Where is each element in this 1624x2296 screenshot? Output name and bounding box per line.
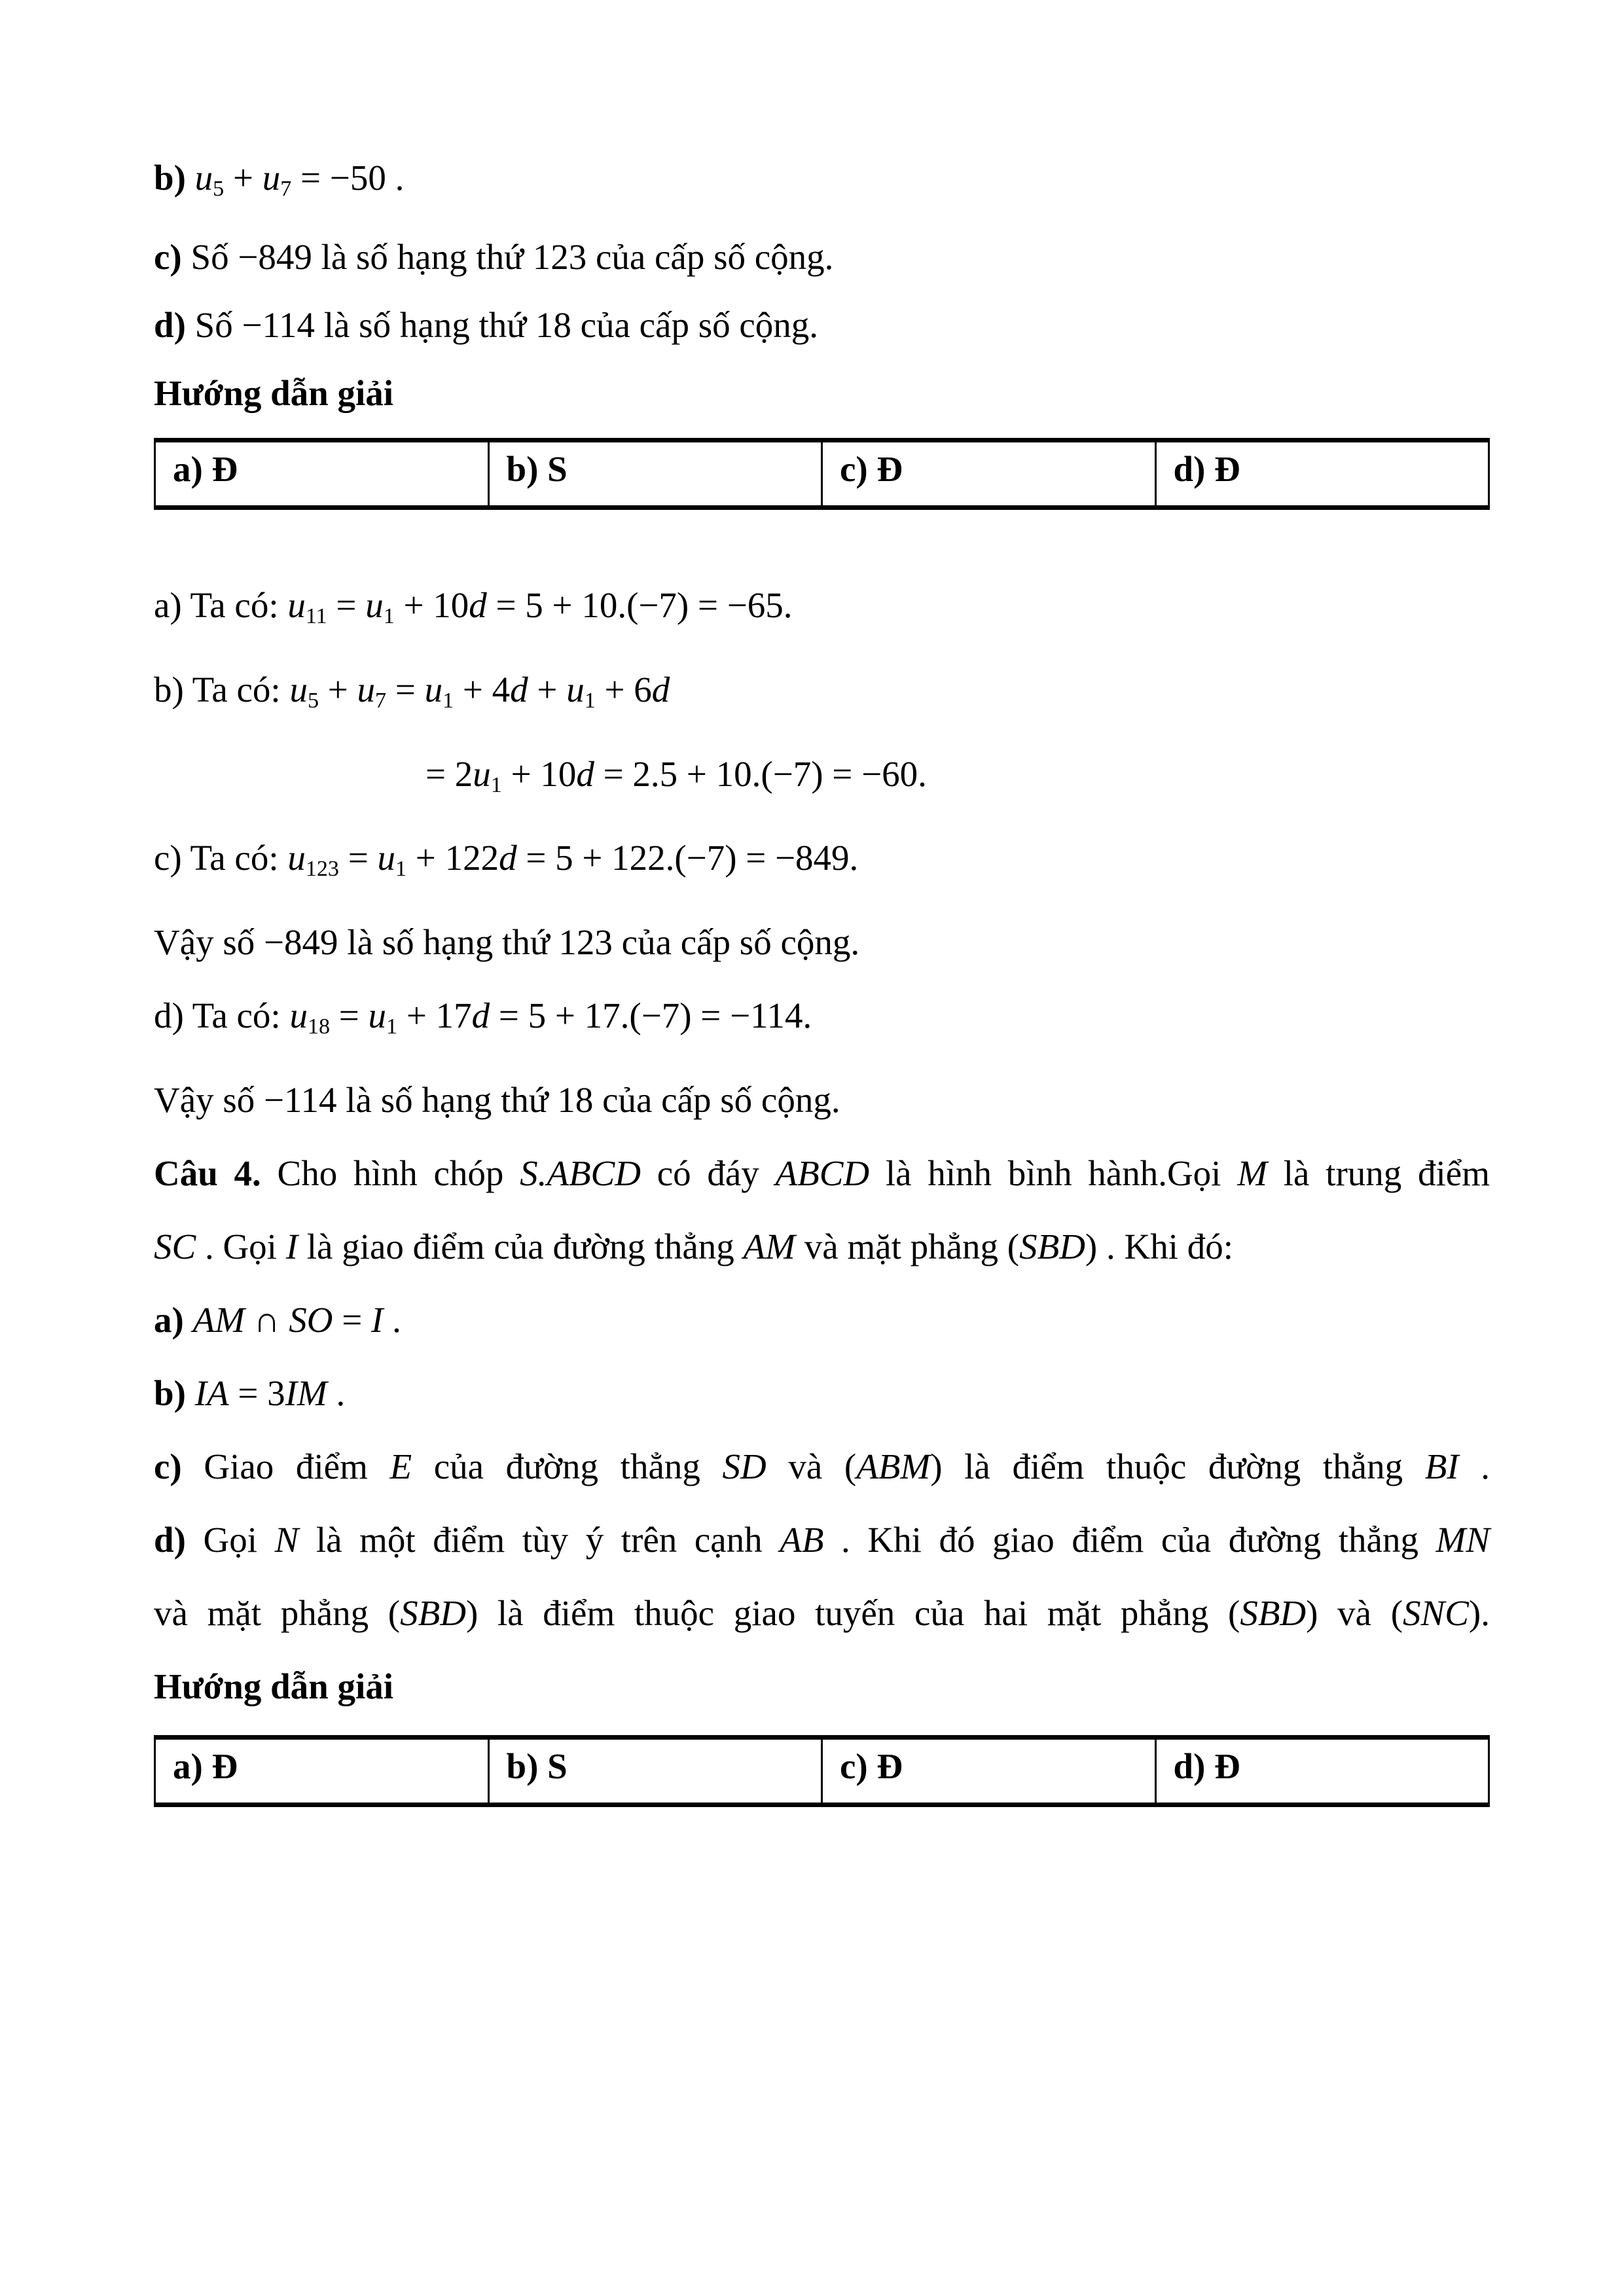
text-segment: + [318,669,357,709]
text-segment: Số −849 là số hạng thứ 123 của cấp số cộng. [190,236,834,277]
text-segment: có đáy [640,1153,776,1194]
answer-row-2 [155,1738,1489,1805]
text-segment: . [383,1300,401,1340]
text-segment: ( [388,1593,401,1634]
text-segment: là hình bình hành.Gọi [869,1153,1238,1194]
text-segment: u [287,838,306,878]
text-segment: u [262,158,281,198]
statement-c [154,223,1490,291]
text-segment: u [566,669,585,709]
text-segment: ( [1228,1593,1240,1634]
text-segment: u [289,669,308,709]
solution-b-line-2 [154,738,1490,822]
text-segment: = 5 + 17.(−7) = −114. [490,996,812,1036]
text-segment: + 17 [397,996,472,1036]
text-segment: 7 [280,176,292,201]
answer-cell-a: a) Đ [155,440,489,507]
text-segment: ) [1306,1593,1318,1634]
answer-cell-a: a) Đ [155,1738,489,1805]
text-segment: E [389,1446,412,1487]
text-segment: 1 [442,688,454,713]
text-segment: = [333,1300,371,1340]
text-segment: u [289,996,308,1036]
text-segment: d) Ta có: [154,996,290,1036]
answer-table-2 [154,1735,1490,1807]
text-segment: = [338,838,378,878]
solution-a [154,569,1490,653]
text-segment: là giao điểm của đường thẳng [298,1227,744,1267]
answer-cell-b: b) S [488,440,822,507]
text-segment: BI [1424,1446,1459,1487]
text-segment: . Khi đó: [1097,1227,1234,1267]
content-group-1 [154,144,1490,427]
text-segment: d) [154,1520,204,1560]
text-segment: ( [844,1446,857,1487]
text-segment: SO [289,1300,333,1340]
text-segment: ∩ [245,1300,289,1340]
text-segment: u [365,584,384,625]
text-segment: 123 [305,857,339,882]
text-segment: + [224,158,262,198]
text-segment: 1 [383,603,395,628]
question-4-item-d-line-1 [154,1503,1490,1577]
text-segment: u [424,669,443,709]
question-4-item-a [154,1283,1490,1357]
text-segment: của đường thẳng [412,1446,723,1487]
text-segment: SC [154,1227,196,1267]
text-segment: và [766,1446,844,1487]
statement-d [154,291,1490,359]
text-segment: S.ABCD [520,1153,641,1194]
text-segment: N [274,1520,299,1560]
text-segment: + 122 [406,838,499,878]
answer-cell-c: c) Đ [822,440,1156,507]
solution-b-line-1 [154,653,1490,738]
text-segment: . [1481,1593,1490,1634]
text-segment: ( [1007,1227,1020,1267]
question-4-item-c [154,1430,1490,1503]
text-segment: là trung điểm [1267,1153,1490,1194]
text-segment: I [285,1227,298,1267]
text-segment: u [357,669,376,709]
text-segment: là điểm thuộc đường thẳng [964,1446,1425,1487]
text-segment: và mặt phẳng [154,1593,388,1634]
text-segment: Vậy số −849 là số hạng thứ 123 của cấp số cộng. [154,922,860,963]
text-segment: ABM [856,1446,931,1487]
text-segment: 1 [386,1014,398,1039]
text-segment: và mặt phẳng [795,1227,1007,1267]
text-segment: b) Ta có: [154,669,290,709]
question-4-item-d-line-2 [154,1577,1490,1650]
text-segment: u [368,996,387,1036]
text-segment: . [327,1373,346,1414]
text-segment: = 3 [228,1373,285,1414]
text-segment: a) [154,1300,193,1340]
text-segment: Hướng dẫn giải [154,372,394,413]
solution-c-line-2 [154,906,1490,979]
text-segment: + 4 [454,669,511,709]
text-segment: 1 [490,772,502,797]
text-segment: b) [154,158,195,198]
answer-cell-d: d) Đ [1155,440,1489,507]
text-segment: = 5 + 122.(−7) = −849. [516,838,859,878]
text-segment: AM [192,1300,245,1340]
text-segment: ) [1468,1593,1481,1634]
text-segment: + 10 [394,584,469,625]
text-segment: u [287,584,306,625]
text-segment: ) [930,1446,965,1487]
text-segment: d [576,753,594,794]
text-segment: d [651,669,670,709]
text-segment: c) Ta có: [154,838,288,878]
text-segment: u [473,753,491,794]
text-segment: b) [154,1373,195,1414]
text-segment: . Gọi [196,1227,286,1267]
text-segment: Gọi [203,1520,275,1560]
answer-cell-b: b) S [488,1738,822,1805]
text-segment: 11 [305,603,327,628]
text-segment: là điểm thuộc giao tuyến của hai mặt phẳng [478,1593,1228,1634]
text-segment: 1 [584,688,596,713]
text-segment: Cho hình chóp [277,1153,520,1194]
text-segment: ( [1390,1593,1403,1634]
answer-table-1 [154,438,1490,510]
text-segment: Số −114 là số hạng thứ 18 của cấp số cộng. [194,304,819,345]
question-4-item-b [154,1357,1490,1430]
text-segment: . [1458,1446,1490,1487]
text-segment: = [330,996,369,1036]
text-segment: d [471,996,490,1036]
text-segment: = 2 [425,753,473,794]
text-segment: = −50 . [291,158,405,198]
text-segment: Vậy số −114 là số hạng thứ 18 của cấp số cộng. [154,1080,840,1121]
text-segment: AB [780,1520,824,1560]
text-segment: 7 [375,688,387,713]
solution-heading-2 [154,1650,1490,1723]
text-segment: = [327,584,366,625]
question-4-line-2 [154,1210,1490,1283]
text-segment: d [510,669,528,709]
text-segment: d [499,838,517,878]
text-segment: MN [1435,1520,1490,1560]
solution-heading-1 [154,359,1490,427]
text-segment: AM [743,1227,795,1267]
text-segment: 5 [213,176,225,201]
text-segment: u [377,838,395,878]
statement-b [154,144,1490,223]
text-segment: M [1237,1153,1268,1194]
answer-cell-c: c) Đ [822,1738,1156,1805]
text-segment: Giao điểm [204,1446,390,1487]
answer-row-1 [155,440,1489,507]
content-group-2 [154,569,1490,1723]
answer-cell-d: d) Đ [1155,1738,1489,1805]
text-segment: SD [722,1446,767,1487]
text-segment: Câu 4. [154,1153,278,1194]
text-segment: SBD [1240,1593,1307,1634]
text-segment: SBD [1019,1227,1085,1267]
text-segment: d [469,584,487,625]
solution-d-line-2 [154,1064,1490,1137]
text-segment: 5 [307,688,319,713]
text-segment: SNC [1403,1593,1469,1634]
text-segment: + 6 [595,669,652,709]
text-segment: u [194,158,213,198]
text-segment: = 2.5 + 10.(−7) = −60. [594,753,927,794]
text-segment: a) Ta có: [154,584,288,625]
text-segment: IM [285,1373,327,1414]
text-segment: c) [154,236,191,277]
solution-d-line-1 [154,979,1490,1064]
text-segment: là một điểm tùy ý trên cạnh [298,1520,780,1560]
text-segment: ) [465,1593,478,1634]
text-segment: c) [154,1446,204,1487]
text-segment: và [1318,1593,1391,1634]
text-segment: + 10 [501,753,577,794]
text-segment: Hướng dẫn giải [154,1666,394,1707]
text-segment: I [371,1300,384,1340]
text-segment: 18 [307,1014,331,1039]
solution-c-line-1 [154,821,1490,906]
text-segment: SBD [400,1593,466,1634]
text-segment: . Khi đó giao điểm của đường thẳng [823,1520,1436,1560]
text-segment: = 5 + 10.(−7) = −65. [486,584,793,625]
text-segment: ) [1085,1227,1098,1267]
text-segment: d) [154,304,195,345]
text-segment: = [386,669,425,709]
text-segment: 1 [395,857,407,882]
text-segment: IA [194,1373,229,1414]
text-segment: ABCD [775,1153,870,1194]
text-segment: + [528,669,567,709]
question-4-line-1 [154,1137,1490,1210]
